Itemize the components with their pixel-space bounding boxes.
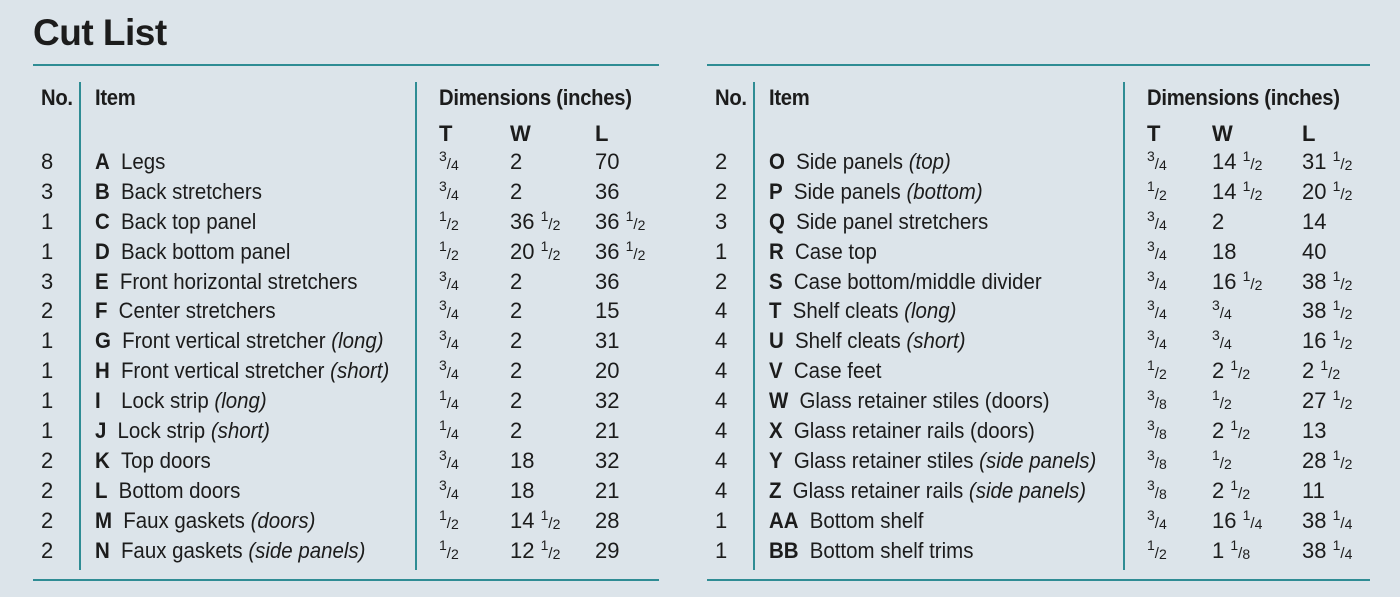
row-quantity: 4: [715, 358, 728, 384]
row-length: 16 $^1/_2$: [1302, 327, 1353, 354]
row-length: 31 $^1/_2$: [1302, 148, 1353, 174]
row-name: Bottom doors: [118, 477, 241, 503]
row-name: Center stretchers: [118, 298, 276, 324]
table-row: [707, 536, 1370, 566]
row-length: 21: [595, 418, 620, 444]
row-letter: J: [95, 418, 107, 444]
row-quantity: 2: [41, 477, 54, 503]
table-row: [33, 326, 659, 356]
row-quantity: 1: [41, 358, 54, 384]
row-item: [95, 538, 365, 564]
row-item: [769, 209, 988, 235]
row-width: 2: [510, 149, 523, 174]
row-quantity: 1: [41, 238, 54, 264]
row-letter: D: [95, 238, 110, 264]
row-item: [95, 209, 256, 235]
row-thickness: $^3/_4$: [1147, 148, 1167, 173]
header-t: T: [439, 121, 453, 146]
row-width: 36 $^1/_2$: [510, 207, 561, 234]
row-letter: L: [95, 477, 108, 503]
table-row: [33, 356, 659, 386]
row-name: Faux gaskets: [123, 507, 245, 533]
row-item: [95, 269, 357, 295]
row-width: 14 $^1/_2$: [510, 506, 561, 533]
row-thickness: $^3/_4$: [1147, 267, 1167, 293]
row-length: 36 $^1/_2$: [595, 237, 646, 264]
row-quantity: 4: [715, 447, 728, 473]
row-name: Case bottom/middle divider: [793, 268, 1042, 294]
row-thickness: $^3/_4$: [1147, 237, 1167, 263]
row-name: Front horizontal stretchers: [119, 268, 358, 294]
header-no: No.: [41, 85, 73, 110]
row-length: 38 $^1/_2$: [1302, 297, 1353, 324]
table-row: [707, 177, 1370, 207]
row-item: [769, 508, 923, 534]
row-qualifier: (side panels): [968, 477, 1087, 503]
row-length: 11: [1302, 477, 1325, 503]
row-length: 29: [595, 537, 620, 563]
row-quantity: 1: [41, 208, 54, 234]
row-thickness: $^3/_4$: [439, 148, 459, 173]
row-length: 28: [595, 507, 620, 533]
header-t: T: [1147, 121, 1161, 146]
table-row: [33, 416, 659, 446]
row-thickness: $^3/_8$: [1147, 387, 1167, 413]
row-letter: U: [769, 328, 784, 354]
row-item: [95, 448, 211, 474]
row-quantity: 4: [715, 388, 728, 414]
header-l: L: [595, 121, 609, 146]
row-quantity: 2: [715, 149, 728, 174]
row-thickness: $^1/_2$: [439, 237, 459, 263]
table-row: [33, 296, 659, 326]
cut-list-table-right: [707, 64, 1370, 581]
row-length: 20 $^1/_2$: [1302, 177, 1353, 204]
row-name: Glass retainer rails: [792, 477, 964, 503]
header-l: L: [1302, 121, 1316, 146]
header-item: Item: [95, 85, 136, 110]
table-row: [707, 416, 1370, 446]
row-item: [95, 298, 276, 324]
row-qualifier: (side panels): [248, 537, 366, 563]
row-quantity: 2: [715, 268, 728, 294]
row-width: 2 $^1/_2$: [1212, 417, 1251, 444]
table-row: [707, 326, 1370, 356]
row-width: 12 $^1/_2$: [510, 536, 561, 563]
row-width: $^3/_4$: [1212, 327, 1232, 353]
row-quantity: 2: [41, 447, 54, 473]
row-item: [769, 179, 983, 205]
row-item: [769, 478, 1086, 504]
row-width: 2: [510, 328, 523, 354]
row-thickness: $^1/_2$: [1147, 536, 1167, 562]
row-width: 16 $^1/_2$: [1212, 267, 1263, 294]
row-thickness: $^3/_4$: [439, 177, 459, 203]
row-name: Back stretchers: [120, 178, 262, 204]
row-width: 18: [510, 447, 535, 473]
row-width: $^1/_2$: [1212, 446, 1232, 472]
row-letter: AA: [769, 507, 799, 533]
row-letter: T: [769, 298, 782, 324]
row-length: 40: [1302, 238, 1327, 264]
row-item: [769, 298, 956, 324]
row-quantity: 1: [715, 238, 728, 264]
row-letter: H: [95, 358, 110, 384]
table-row: [33, 267, 659, 297]
row-length: 13: [1302, 418, 1327, 444]
row-width: 18: [510, 477, 535, 503]
row-width: 2 $^1/_2$: [1212, 357, 1251, 384]
row-thickness: $^3/_4$: [439, 446, 459, 472]
row-length: 36: [595, 268, 620, 294]
row-letter: F: [95, 298, 108, 324]
header-dimensions: Dimensions (inches): [1147, 85, 1340, 110]
row-letter: Z: [769, 477, 782, 503]
row-width: 2: [510, 388, 523, 414]
row-letter: K: [95, 447, 110, 473]
row-item: [95, 508, 315, 534]
table-row: [707, 237, 1370, 267]
row-thickness: $^3/_4$: [439, 267, 459, 293]
row-name: Case feet: [793, 358, 882, 384]
row-item: [769, 239, 877, 265]
row-name: Shelf cleats: [792, 298, 899, 324]
row-name: Glass retainer stiles (doors): [799, 388, 1050, 414]
table-rows-right: [707, 147, 1370, 565]
row-item: [769, 269, 1042, 295]
row-length: 32: [595, 388, 620, 414]
row-quantity: 4: [715, 477, 728, 503]
table-row: [707, 296, 1370, 326]
table-row: [33, 446, 659, 476]
row-item: [769, 448, 1096, 474]
row-length: 14: [1302, 208, 1327, 234]
row-length: 32: [595, 447, 620, 473]
header-dimensions: Dimensions (inches): [439, 85, 632, 110]
table-row: [707, 386, 1370, 416]
row-qualifier: (bottom): [906, 178, 983, 204]
row-letter: A: [95, 149, 110, 174]
row-quantity: 1: [715, 507, 728, 533]
row-name: Front vertical stretcher: [120, 358, 325, 384]
row-name: Lock strip: [121, 388, 209, 414]
row-letter: C: [95, 208, 110, 234]
row-quantity: 4: [715, 328, 728, 354]
row-thickness: $^3/_4$: [439, 357, 459, 383]
row-letter: R: [769, 238, 784, 264]
row-name: Side panel stretchers: [796, 208, 989, 234]
table-row: [33, 386, 659, 416]
row-qualifier: (short): [330, 358, 390, 384]
table-row: [33, 536, 659, 566]
table-row: [33, 476, 659, 506]
row-width: 16 $^1/_4$: [1212, 506, 1263, 533]
row-quantity: 2: [715, 178, 728, 204]
row-letter: M: [95, 507, 113, 533]
row-name: Bottom shelf: [809, 507, 924, 533]
row-length: 38 $^1/_2$: [1302, 267, 1353, 294]
row-length: 27 $^1/_2$: [1302, 387, 1353, 414]
row-width: 2: [510, 418, 523, 444]
row-quantity: 2: [41, 537, 54, 563]
row-item: [769, 149, 951, 175]
row-quantity: 2: [41, 298, 54, 324]
row-quantity: 1: [715, 537, 728, 563]
row-thickness: $^3/_4$: [1147, 506, 1167, 532]
row-thickness: $^1/_4$: [439, 387, 459, 413]
row-width: 14 $^1/_2$: [1212, 177, 1263, 204]
header-no: No.: [715, 85, 747, 110]
row-letter: S: [769, 268, 783, 294]
row-qualifier: (long): [904, 298, 957, 324]
row-thickness: $^3/_8$: [1147, 446, 1167, 472]
row-qualifier: (side panels): [979, 447, 1097, 473]
row-thickness: $^3/_4$: [1147, 327, 1167, 353]
row-length: 31: [595, 328, 620, 354]
row-letter: Y: [769, 447, 783, 473]
row-length: 21: [595, 477, 620, 503]
row-quantity: 1: [41, 388, 54, 414]
row-name: Lock strip: [117, 418, 206, 444]
row-letter: V: [769, 358, 783, 384]
row-thickness: $^1/_2$: [1147, 177, 1167, 203]
row-quantity: 3: [41, 268, 54, 294]
row-length: 36: [595, 178, 620, 204]
row-width: 2: [510, 178, 523, 204]
row-thickness: $^1/_2$: [1147, 357, 1167, 383]
row-item: [95, 179, 262, 205]
table-row: [33, 147, 659, 177]
row-thickness: $^3/_8$: [1147, 417, 1167, 443]
row-length: 36 $^1/_2$: [595, 207, 646, 234]
table-row: [33, 506, 659, 536]
row-item: [95, 478, 240, 504]
row-name: Glass retainer stiles: [793, 447, 974, 473]
row-length: 20: [595, 358, 620, 384]
row-item: [95, 328, 384, 354]
row-letter: N: [95, 537, 110, 563]
row-qualifier: (doors): [250, 507, 316, 533]
table-row: [707, 506, 1370, 536]
row-thickness: $^1/_2$: [439, 207, 459, 233]
row-name: Front vertical stretcher: [122, 328, 326, 354]
row-name: Glass retainer rails (doors): [793, 418, 1035, 444]
row-thickness: $^3/_8$: [1147, 476, 1167, 502]
row-item: [769, 358, 881, 384]
row-length: 15: [595, 298, 620, 324]
row-thickness: $^3/_4$: [439, 476, 459, 502]
row-letter: P: [769, 178, 783, 204]
row-width: 18: [1212, 238, 1237, 264]
header-item: Item: [769, 85, 810, 110]
row-width: 2: [510, 358, 523, 384]
row-quantity: 3: [715, 208, 728, 234]
row-qualifier: (short): [906, 328, 966, 354]
row-quantity: 1: [41, 328, 54, 354]
row-item: [95, 358, 389, 384]
table-row: [707, 446, 1370, 476]
row-width: 20 $^1/_2$: [510, 237, 561, 264]
table-row: [33, 207, 659, 237]
row-qualifier: (long): [331, 328, 384, 354]
row-item: [769, 418, 1035, 444]
table-row: [707, 356, 1370, 386]
table-row: [33, 237, 659, 267]
row-thickness: $^1/_4$: [439, 417, 459, 443]
row-length: 70: [595, 149, 620, 174]
row-letter: Q: [769, 208, 785, 234]
row-width: 1 $^1/_8$: [1212, 536, 1251, 563]
row-letter: O: [769, 149, 785, 174]
row-thickness: $^1/_2$: [439, 506, 459, 532]
row-name: Side panels: [793, 178, 901, 204]
row-quantity: 3: [41, 178, 54, 204]
row-width: 14 $^1/_2$: [1212, 148, 1263, 174]
table-row: [707, 476, 1370, 506]
row-width: 2 $^1/_2$: [1212, 476, 1251, 503]
row-item: [95, 418, 270, 444]
row-quantity: 2: [41, 507, 54, 533]
row-name: Side panels: [796, 149, 904, 174]
row-qualifier: (long): [214, 388, 267, 414]
row-thickness: $^3/_4$: [439, 297, 459, 323]
header-w: W: [1212, 121, 1233, 146]
row-name: Back top panel: [120, 208, 257, 234]
table-rows-left: [33, 147, 659, 565]
row-letter: E: [95, 268, 109, 294]
row-letter: I: [95, 388, 101, 414]
table-row: [33, 177, 659, 207]
row-item: [769, 538, 973, 564]
row-width: $^1/_2$: [1212, 387, 1232, 413]
row-item: [769, 388, 1050, 414]
row-quantity: 4: [715, 298, 728, 324]
row-name: Legs: [120, 149, 166, 174]
row-qualifier: (top): [908, 149, 951, 174]
row-length: 38 $^1/_4$: [1302, 536, 1353, 563]
row-item: [95, 149, 165, 175]
row-name: Shelf cleats: [794, 328, 901, 354]
row-width: 2: [1212, 208, 1225, 234]
row-letter: B: [95, 178, 110, 204]
row-width: 2: [510, 268, 523, 294]
row-item: [769, 328, 966, 354]
row-length: 2 $^1/_2$: [1302, 357, 1341, 384]
row-quantity: 1: [41, 418, 54, 444]
table-row: [707, 207, 1370, 237]
table-row: [707, 147, 1370, 177]
row-thickness: $^3/_4$: [439, 327, 459, 353]
row-letter: G: [95, 328, 111, 354]
row-thickness: $^1/_2$: [439, 536, 459, 562]
row-width: 2: [510, 298, 523, 324]
page-title: Cut List: [33, 12, 167, 53]
row-item: [95, 239, 290, 265]
row-name: Case top: [794, 238, 877, 264]
row-width: $^3/_4$: [1212, 297, 1232, 323]
row-name: Bottom shelf trims: [809, 537, 974, 563]
header-w: W: [510, 121, 531, 146]
row-name: Top doors: [120, 447, 211, 473]
row-letter: X: [769, 418, 783, 444]
row-quantity: 4: [715, 418, 728, 444]
row-quantity: 8: [41, 149, 54, 174]
row-name: Faux gaskets: [120, 537, 243, 563]
row-thickness: $^3/_4$: [1147, 207, 1167, 233]
row-item: [95, 388, 267, 414]
row-thickness: $^3/_4$: [1147, 297, 1167, 323]
row-letter: BB: [769, 537, 799, 563]
row-length: 38 $^1/_4$: [1302, 506, 1353, 533]
row-qualifier: (short): [210, 418, 270, 444]
row-length: 28 $^1/_2$: [1302, 446, 1353, 473]
table-row: [707, 267, 1370, 297]
row-name: Back bottom panel: [120, 238, 291, 264]
row-letter: W: [769, 388, 789, 414]
cut-list-table-left: [33, 64, 659, 581]
